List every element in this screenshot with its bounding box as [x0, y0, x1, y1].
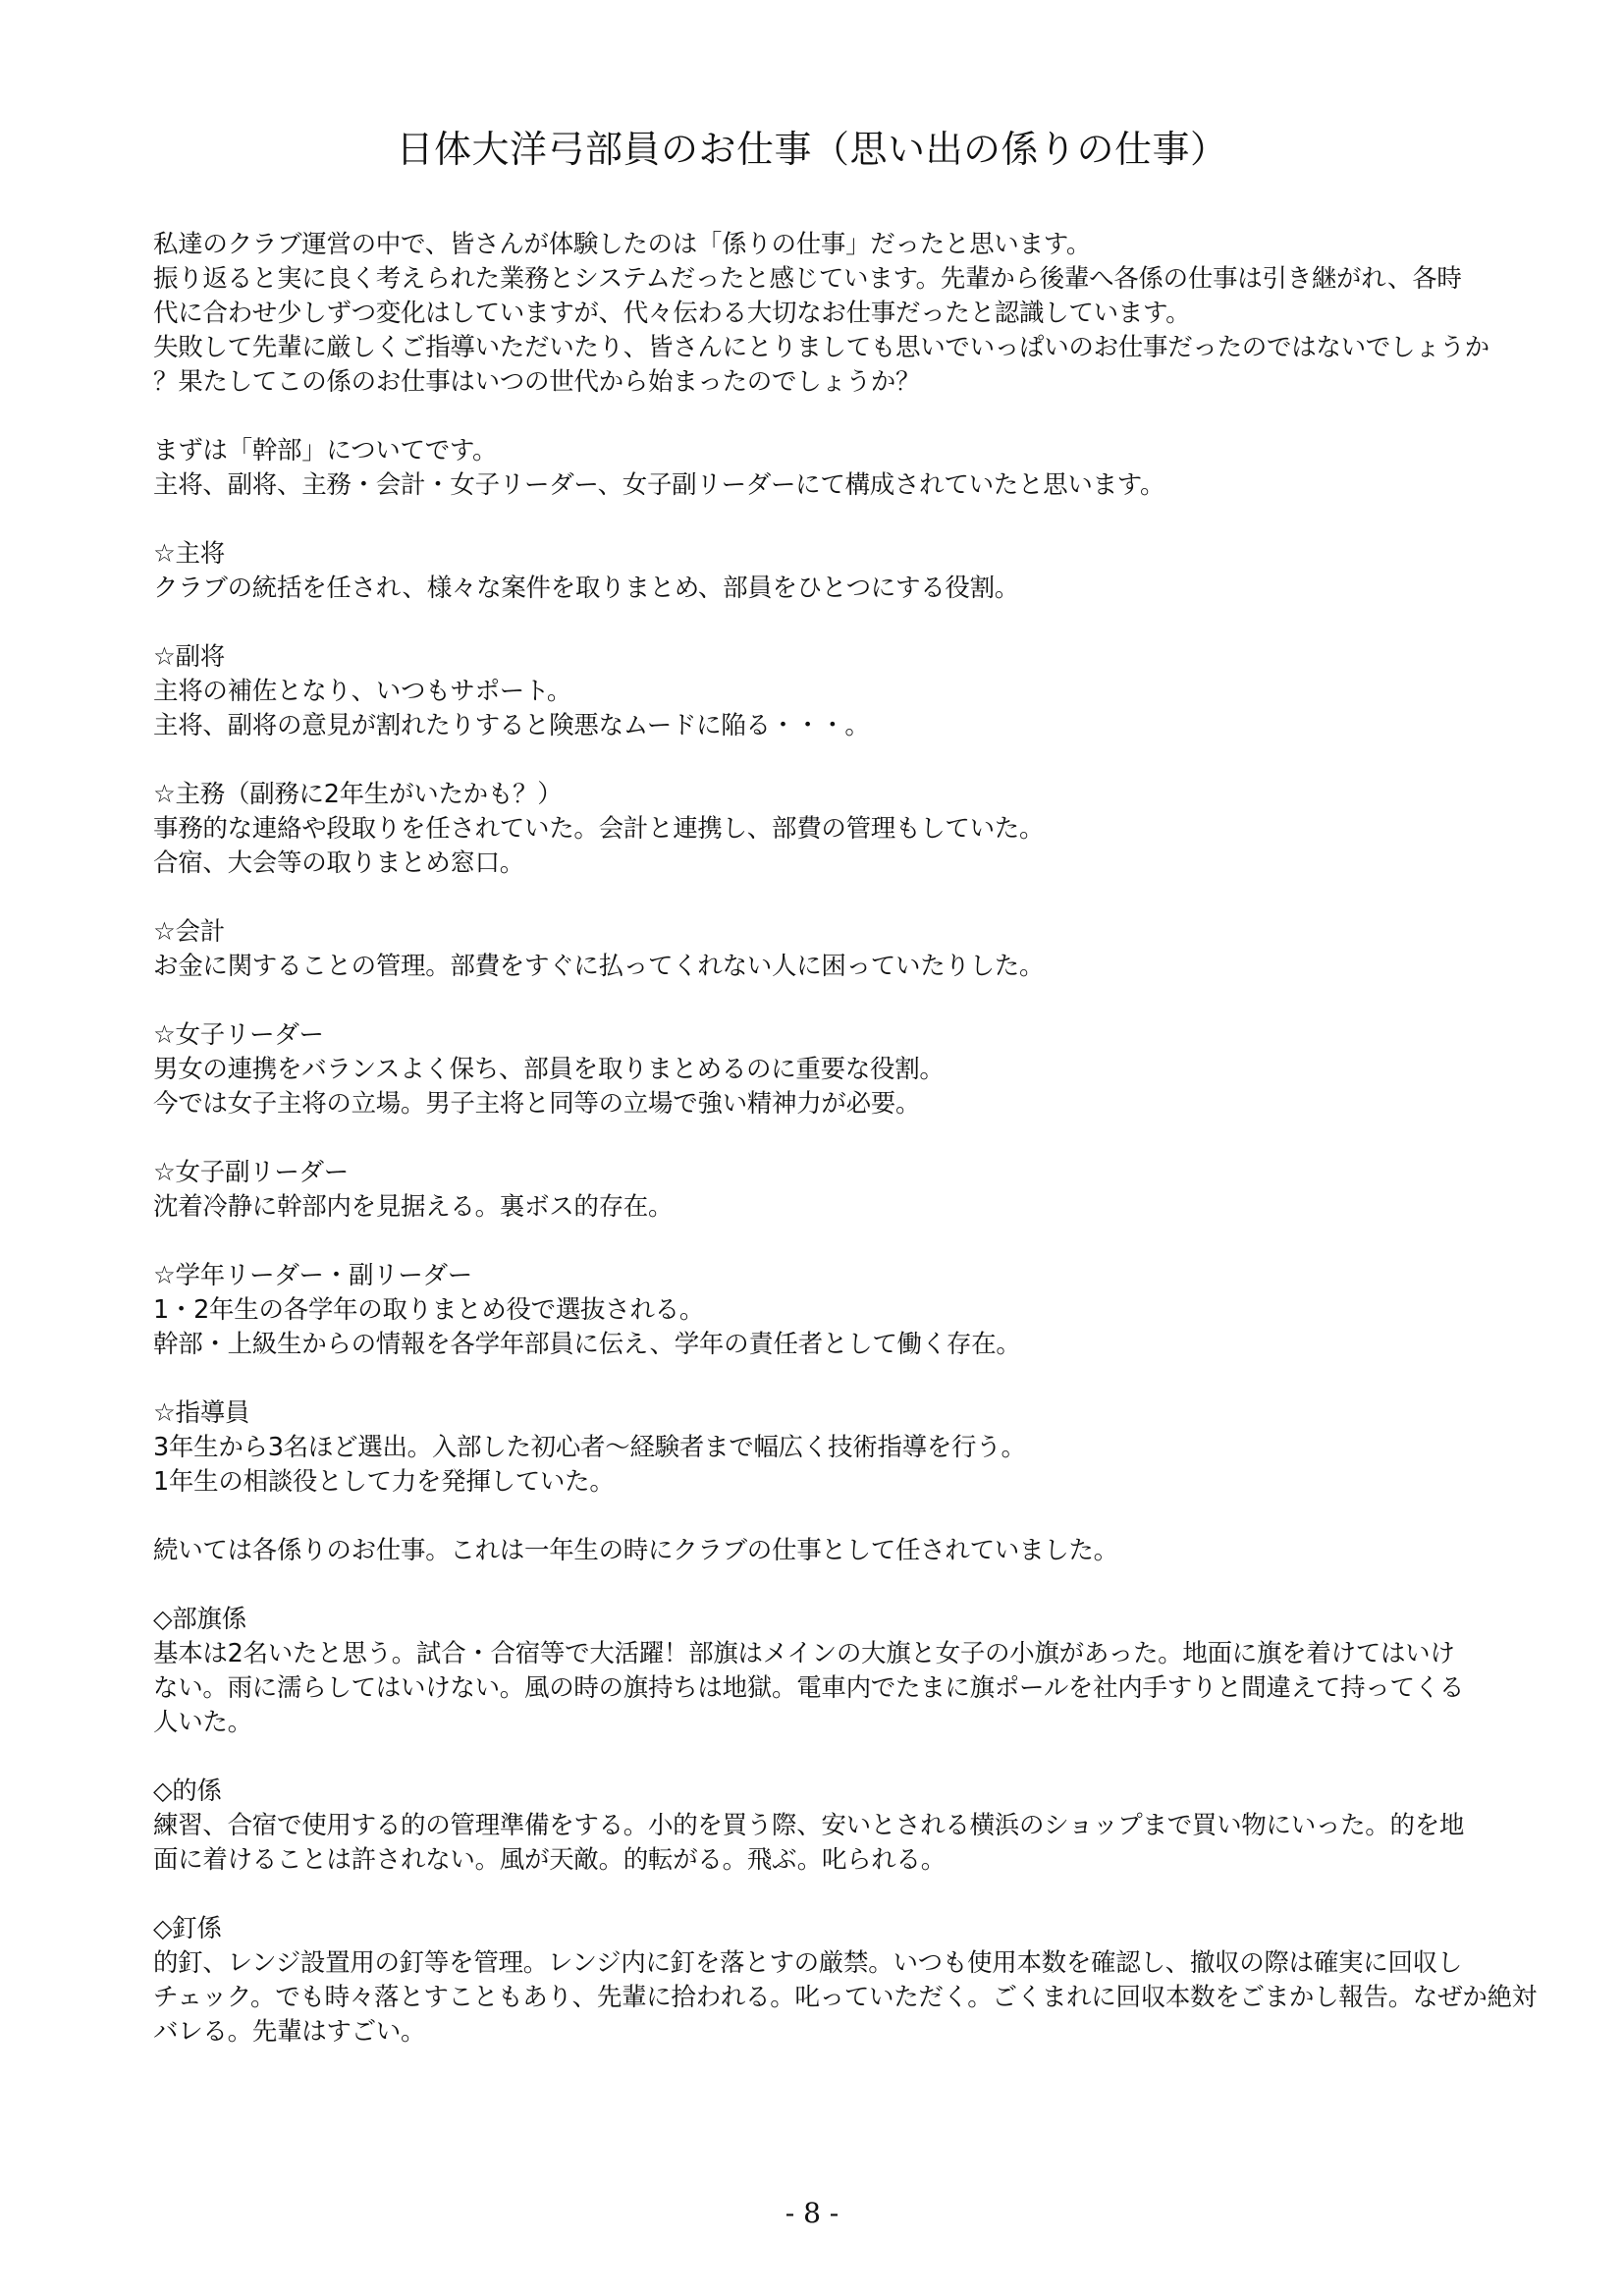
- role-section-instructor: [153, 1396, 1479, 1500]
- intro-line: ？果たしてこの係のお仕事はいつの世代から始まったのでしょうか？: [153, 367, 921, 397]
- intro-line: 私達のクラブ運営の中で、皆さんが体験したのは「係りの仕事」だったと思います。: [153, 230, 1092, 259]
- role-text: お金に関することの管理。部費をすぐに払ってくれない人に困っていたりした。: [153, 952, 1045, 981]
- duty-heading: ◇部旗係: [153, 1605, 246, 1634]
- role-heading: ☆会計: [153, 917, 225, 947]
- kakari-intro-paragraph: [153, 1534, 1479, 1568]
- duty-text: 人いた。: [153, 1708, 252, 1737]
- role-text: 今では女子主将の立場。男子主将と同等の立場で強い精神力が必要。: [153, 1089, 921, 1119]
- duty-text: ない。雨に濡らしてはいけない。風の時の旗持ちは地獄。電車内でたまに旗ポールを社内手すりと間違えて持ってくる: [153, 1673, 1465, 1703]
- role-heading: ☆女子副リーダー: [153, 1158, 349, 1187]
- role-text: 沈着冷静に幹部内を見据える。裏ボス的存在。: [153, 1192, 674, 1222]
- duty-section-nail: [153, 1912, 1537, 2050]
- role-heading: ☆女子リーダー: [153, 1020, 324, 1050]
- duty-text: チェック。でも時々落とすこともあり、先輩に拾われる。叱っていただく。ごくまれに回収本数をごまかし報告。なぜか絶対: [153, 1983, 1537, 2012]
- role-section-grade-leader: [153, 1259, 1479, 1362]
- role-section-treasurer: [153, 915, 1479, 984]
- page-number: - 8 -: [785, 2197, 839, 2229]
- role-text: 主将、副将の意見が割れたりすると険悪なムードに陥る・・・。: [153, 711, 870, 740]
- role-heading: ☆主将: [153, 539, 225, 569]
- kanbu-intro-line: まずは「幹部」についてです。: [153, 436, 498, 465]
- duty-text: 練習、合宿で使用する的の管理準備をする。小的を買う際、安いとされる横浜のショップまで買い物にいった。的を地: [153, 1811, 1465, 1840]
- role-text: 合宿、大会等の取りまとめ窓口。: [153, 848, 525, 878]
- document-body: [153, 228, 1537, 2084]
- role-section-manager: [153, 778, 1479, 881]
- role-text: 1年生の相談役として力を発揮していた。: [153, 1467, 615, 1497]
- intro-paragraph: [153, 228, 1489, 400]
- role-text: 男女の連携をバランスよく保ち、部員を取りまとめるのに重要な役割。: [153, 1055, 945, 1084]
- duty-text: 的釘、レンジ設置用の釘等を管理。レンジ内に釘を落とすの厳禁。いつも使用本数を確認し、撤収の際は確実に回収し: [153, 1948, 1463, 1978]
- kanbu-intro-line: 主将、副将、主務・会計・女子リーダー、女子副リーダーにて構成されていたと思います。: [153, 470, 1165, 500]
- duty-section-flag: [153, 1603, 1479, 1740]
- role-section-captain: [153, 537, 1479, 606]
- intro-line: 失敗して先輩に厳しくご指導いただいたり、皆さんにとりましても思いでいっぱいのお仕事だったのではないでしょうか: [153, 333, 1489, 362]
- page-title: 日体大洋弓部員のお仕事（思い出の係りの仕事）: [396, 128, 1228, 171]
- kakari-intro-line: 続いては各係りのお仕事。これは一年生の時にクラブの仕事として任されていました。: [153, 1536, 1118, 1565]
- role-text: 主将の補佐となり、いつもサポート。: [153, 677, 572, 706]
- intro-line: 代に合わせ少しずつ変化はしていますが、代々伝わる大切なお仕事だったと認識しています。: [153, 299, 1191, 328]
- role-section-womens-vice-leader: [153, 1156, 1479, 1225]
- role-text: 幹部・上級生からの情報を各学年部員に伝え、学年の責任者として働く存在。: [153, 1330, 1021, 1359]
- role-text: クラブの統括を任され、様々な案件を取りまとめ、部員をひとつにする役割。: [153, 574, 1020, 603]
- duty-heading: ◇的係: [153, 1777, 222, 1806]
- duty-text: 面に着けることは許されない。風が天敵。的転がる。飛ぶ。叱られる。: [153, 1845, 946, 1875]
- role-heading: ☆指導員: [153, 1398, 250, 1428]
- role-text: 3年生から3名ほど選出。入部した初心者～経験者まで幅広く技術指導を行う。: [153, 1433, 1026, 1462]
- role-heading: ☆学年リーダー・副リーダー: [153, 1261, 472, 1290]
- role-heading: ☆主務（副務に2年生がいたかも？）: [153, 780, 563, 809]
- role-section-vice-captain: [153, 640, 1479, 743]
- intro-line: 振り返ると実に良く考えられた業務とシステムだったと感じています。先輩から後輩へ各係の仕事は引き継がれ、各時: [153, 264, 1462, 294]
- duty-section-target: [153, 1775, 1479, 1878]
- role-heading: ☆副将: [153, 642, 225, 672]
- kanbu-intro-paragraph: [153, 434, 1479, 503]
- duty-text: 基本は2名いたと思う。試合・合宿等で大活躍！部旗はメインの大旗と女子の小旗があった。地面に旗を着けてはいけ: [153, 1639, 1455, 1668]
- role-text: 1・2年生の各学年の取りまとめ役で選抜される。: [153, 1295, 705, 1325]
- role-text: 事務的な連絡や段取りを任されていた。会計と連携し、部費の管理もしていた。: [153, 814, 1045, 844]
- duty-text: バレる。先輩はすごい。: [153, 2017, 426, 2047]
- duty-heading: ◇釘係: [153, 1914, 222, 1943]
- role-section-womens-leader: [153, 1018, 1479, 1121]
